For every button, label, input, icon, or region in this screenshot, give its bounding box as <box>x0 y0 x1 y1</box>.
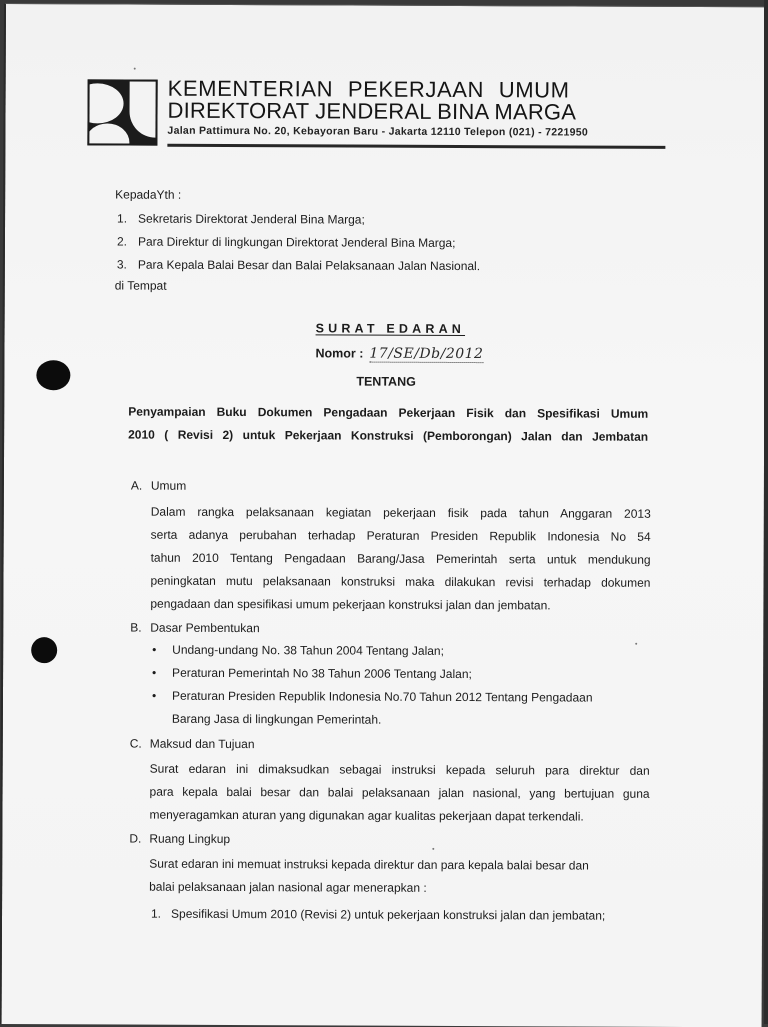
scan-edge-shadow <box>764 0 768 1024</box>
list-item: 2. Para Direktur di lingkungan Direktorat Jenderal Bina Marga; <box>116 234 456 250</box>
ministry-name: KEMENTERIAN PEKERJAAN UMUM <box>167 75 570 103</box>
section-heading: B. Dasar Pembentukan <box>130 620 260 636</box>
section-paragraph: Surat edaran ini dimaksudkan sebagai instruksi kepada seluruh para direktur dan para kepala balai besar dan balai pelaksanaan jalan nasional, yang bertujuan guna menyeragamkan aturan yang digunakan agar kualitas pekerjaan dapat terkendali. <box>149 761 650 824</box>
list-item: 1. Sekretaris Direktorat Jenderal Bina Marga; <box>117 211 365 227</box>
list-item: 3. Para Kepala Balai Besar dan Balai Pelaksanaan Jalan Nasional. <box>116 257 481 274</box>
section-a-umum <box>130 477 651 618</box>
letterhead <box>88 75 668 139</box>
letterhead-address: Jalan Pattimura No. 20, Kebayoran Baru - Jakarta 12110 Telepon (021) - 7221950 <box>167 124 589 139</box>
nomor-label: Nomor : <box>315 346 364 361</box>
bullet-icon: • <box>152 665 157 680</box>
scanned-document-page <box>0 3 766 1027</box>
section-b-dasar-pembentukan <box>130 619 593 733</box>
legal-basis-list <box>150 639 593 733</box>
letterhead-text <box>167 75 589 140</box>
section-heading: C. Maksud dan Tujuan <box>129 736 255 752</box>
recipients-block <box>115 185 481 296</box>
document-body <box>129 477 651 923</box>
scan-speck <box>134 68 136 70</box>
section-c-maksud-dan-tujuan <box>129 735 649 829</box>
punch-hole-mark <box>31 637 57 663</box>
document-number <box>315 345 483 363</box>
document-type-title: SURAT EDARAN <box>315 321 466 337</box>
recipients-list <box>115 207 481 278</box>
recipients-location: di Tempat <box>114 278 167 293</box>
bullet-icon: • <box>152 642 157 657</box>
punch-hole-mark <box>36 360 70 390</box>
list-item: 1. Spesifikasi Umum 2010 (Revisi 2) untuk pekerjaan konstruksi jalan dan jembatan; <box>150 906 606 923</box>
section-d-ruang-lingkup <box>129 830 649 928</box>
nomor-value-handwritten: 17/SE/Db/2012 <box>369 345 484 363</box>
scope-list <box>149 903 649 928</box>
section-heading: A. Umum <box>130 478 187 493</box>
bullet-icon: • <box>151 688 157 703</box>
document-subject: Penyampaian Buku Dokumen Pengadaan Pekerjaan Fisik dan Spesifikasi Umum 2010 ( Revisi 2) untuk Pekerjaan Konstruksi (Pemborongan) Jalan dan Jembatan <box>128 404 649 444</box>
recipients-heading: KepadaYth : <box>115 187 182 202</box>
section-heading: D. Ruang Lingkup <box>129 831 231 846</box>
list-item: • Peraturan Presiden Republik Indonesia No.70 Tahun 2012 Tentang Pengadaan Barang Jasa di lingkungan Pemerintah. <box>150 685 593 733</box>
list-item: • Peraturan Pemerintah No 38 Tahun 2006 Tentang Jalan; <box>150 662 593 687</box>
directorate-name: DIREKTORAT JENDERAL BINA MARGA <box>167 97 577 125</box>
pu-ministry-logo-icon <box>87 79 157 145</box>
section-paragraph: Dalam rangka pelaksanaan kegiatan pekerjaan fisik pada tahun Anggaran 2013 serta adanya perubahan terhadap Peraturan Presiden Republik Indonesia No 54 tahun 2010 Tentang Pengadaan Barang/Jasa Pemerintah serta untuk mendukung peningkatan mutu pelaksanaan konstruksi maka dilakukan revisi terhadap dokumen pengadaan dan spesifikasi umum pekerjaan konstruksi jalan dan jembatan. <box>150 504 651 613</box>
scan-speck <box>635 643 637 645</box>
list-item: • Undang-undang No. 38 Tahun 2004 Tentang Jalan; <box>150 639 593 664</box>
tentang-heading: TENTANG <box>356 374 416 389</box>
letterhead-divider <box>167 144 665 149</box>
section-paragraph: Surat edaran ini memuat instruksi kepada direktur dan para kepala balai besar dan balai pelaksanaan jalan nasional agar menerapkan : <box>149 856 589 895</box>
